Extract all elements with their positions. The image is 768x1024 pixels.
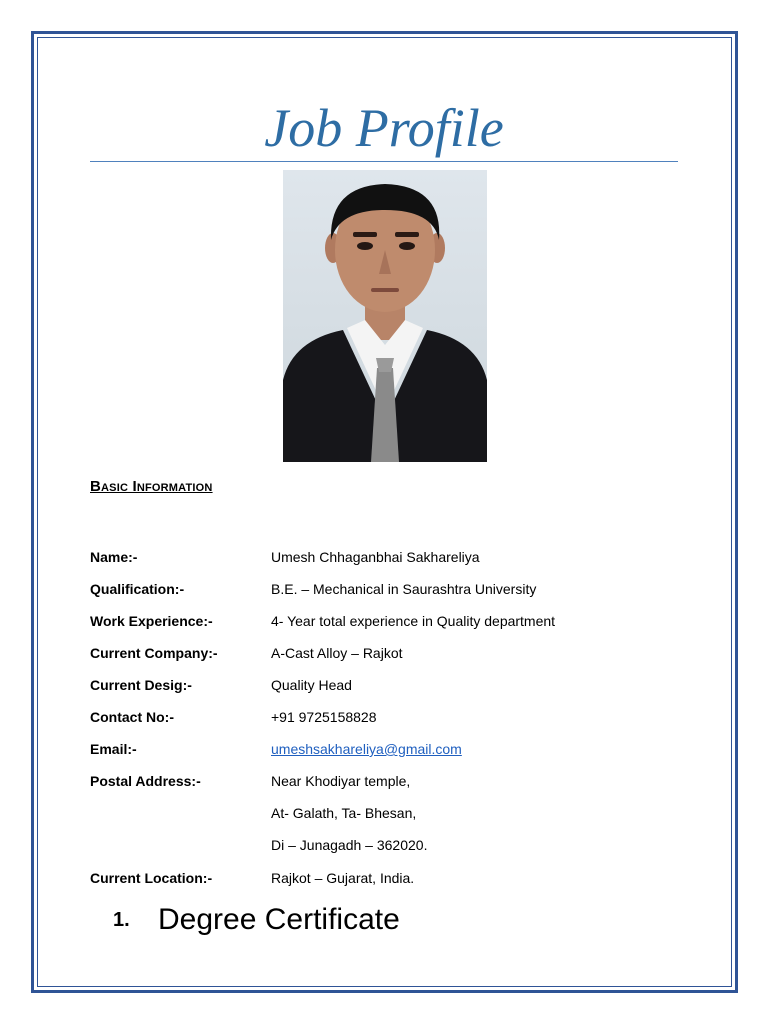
field-value: B.E. – Mechanical in Saurashtra University xyxy=(271,581,537,597)
page-title: Job Profile xyxy=(264,98,504,158)
field-label: Name:- xyxy=(90,549,138,565)
list-number: 1. xyxy=(113,909,130,931)
list-text: Degree Certificate xyxy=(158,903,400,936)
field-label: Current Desig:- xyxy=(90,677,192,693)
email-link[interactable]: umeshsakhareliya@gmail.com xyxy=(271,741,462,757)
field-label: Current Location:- xyxy=(90,870,213,886)
field-value: Quality Head xyxy=(271,677,352,693)
field-value: Rajkot – Gujarat, India. xyxy=(271,870,415,886)
section-heading-basic-information: Basic Information xyxy=(90,478,213,495)
field-value: 4- Year total experience in Quality department xyxy=(271,613,556,629)
field-label: Work Experience:- xyxy=(90,613,213,629)
field-value: Di – Junagadh – 362020. xyxy=(271,837,428,853)
field-value: +91 9725158828 xyxy=(271,709,377,725)
field-label: Qualification:- xyxy=(90,581,185,597)
title-underline xyxy=(90,161,678,162)
profile-photo xyxy=(283,170,487,462)
field-value: At- Galath, Ta- Bhesan, xyxy=(271,805,417,821)
field-label: Postal Address:- xyxy=(90,773,201,789)
field-value: Umesh Chhaganbhai Sakhareliya xyxy=(271,549,480,565)
field-label: Current Company:- xyxy=(90,645,218,661)
field-value: Near Khodiyar temple, xyxy=(271,773,411,789)
field-value: A-Cast Alloy – Rajkot xyxy=(271,645,403,661)
list-item-degree-certificate xyxy=(113,900,400,940)
field-label: Contact No:- xyxy=(90,709,174,725)
field-label: Email:- xyxy=(90,741,137,757)
